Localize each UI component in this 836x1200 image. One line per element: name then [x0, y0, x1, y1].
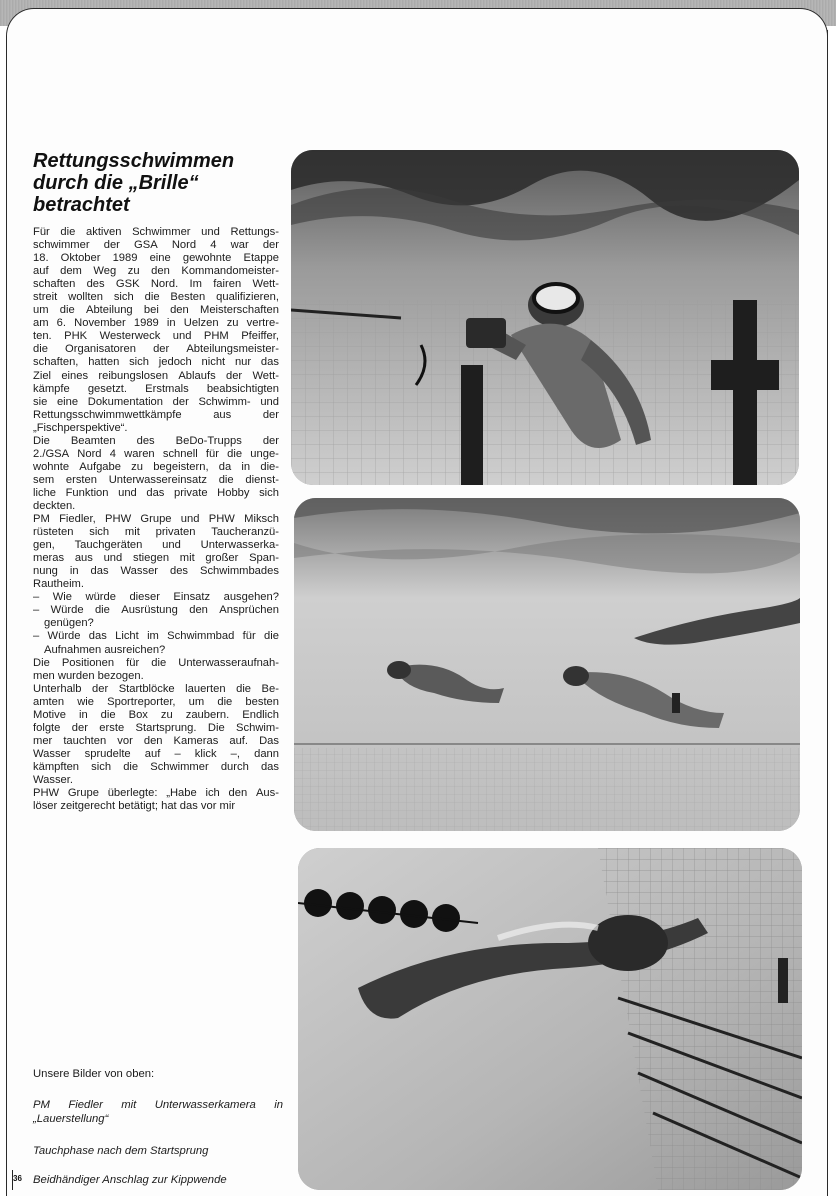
body-line: ten. PHK Westerweck und PHM Pfeiffer,	[33, 330, 279, 343]
headline-line: betrachtet	[33, 194, 130, 216]
body-line: nung in das Wasser des Schwimmbades	[33, 565, 279, 578]
body-line: – Würde die Ausrüstung den Ansprüchen	[33, 604, 279, 617]
page-frame-right-edge	[827, 30, 829, 1195]
body-line: Motive in die Box zu zaubern. Endlich	[33, 708, 279, 721]
caption-photo-1	[33, 1098, 283, 1126]
caption-line: „Lauerstellung“	[33, 1113, 109, 1125]
body-line: sie eine Dokumentation der Schwimm- und	[33, 395, 279, 408]
caption-photo-2: Tauchphase nach dem Startsprung	[33, 1145, 209, 1157]
body-line: Wasser sprudelte auf – klick –, dann	[33, 747, 279, 760]
turn-illustration	[298, 848, 802, 1190]
body-line: „Fischperspektive“.	[33, 421, 128, 434]
page-number: 36	[13, 1174, 22, 1183]
body-line: schaften, hatten sich jedoch nicht nur das	[33, 356, 279, 369]
article-body	[33, 226, 279, 813]
body-line: – Wie würde dieser Einsatz ausgehen?	[33, 591, 279, 604]
body-line: um die Abteilung bei den Meisterschaften	[33, 304, 279, 317]
body-line: folgte der erste Startsprung. Die Schwim-	[33, 721, 279, 734]
body-line: Die Positionen für die Unterwasseraufnah-	[33, 656, 279, 669]
captions-intro: Unsere Bilder von oben:	[33, 1068, 155, 1080]
body-line: mer tauchten vor den Kameras auf. Das	[33, 734, 279, 747]
body-line: schaften des GSK Nord. Im fairen Wett-	[33, 278, 279, 291]
body-line: löser zeitgerecht betätigt; hat das vor mir	[33, 800, 236, 813]
body-line: Aufnahmen ausreichen?	[44, 643, 166, 656]
body-line: kämpfe gesetzt. Erstmals beabsichtigten	[33, 382, 279, 395]
body-line: Ziel eines reibungslosen Ablaufs der Wett-	[33, 369, 279, 382]
body-line: men wurden bezogen.	[33, 669, 144, 682]
body-line: amten wie Sportreporter, um die besten	[33, 695, 279, 708]
body-line: 2./GSA Nord 4 waren schnell für die unge-	[33, 447, 279, 460]
body-line: schwimmer der GSA Nord 4 war der	[33, 239, 279, 252]
headline-line: durch die „Brille“	[33, 172, 199, 194]
underwater-swimmers-photo	[294, 498, 800, 831]
body-line: streit wollten sich die Besten qualifizieren,	[33, 291, 279, 304]
body-line: rüsteten sich mit privaten Taucheranzü-	[33, 526, 279, 539]
body-line: Rautheim.	[33, 578, 84, 591]
body-line: 18. Oktober 1989 eine gewohnte Etappe	[33, 252, 279, 265]
body-line: genügen?	[44, 617, 94, 630]
body-line: gen, Tauchgeräten und Unterwasserka-	[33, 539, 279, 552]
body-line: Rettungsschwimmwettkämpfe aus der	[33, 408, 279, 421]
body-line: kämpften sich die Schwimmer durch das	[33, 760, 279, 773]
caption-photo-3: Beidhändiger Anschlag zur Kippwende	[33, 1174, 227, 1186]
headline-line: Rettungsschwimmen	[33, 150, 235, 172]
body-line: Unterhalb der Startblöcke lauerten die Be-	[33, 682, 279, 695]
body-line: deckten.	[33, 499, 76, 512]
body-line: – Würde das Licht im Schwimmbad für die	[33, 630, 279, 643]
body-line: Für die aktiven Schwimmer und Rettungs-	[33, 226, 279, 238]
underwater-turn-photo	[298, 848, 802, 1190]
article-headline	[33, 150, 283, 216]
caption-line: PM Fiedler mit Unterwasserkamera in	[33, 1099, 283, 1111]
body-line: sem ersten Unterwassereinsatz die dienst-	[33, 473, 279, 486]
underwater-diver-photo	[291, 150, 799, 485]
body-line: Wasser.	[33, 773, 73, 786]
body-line: die Organisatoren der Abteilungsmeister-	[33, 343, 279, 356]
swimmers-illustration	[294, 498, 800, 831]
body-line: Die Beamten des BeDo-Trupps der	[33, 434, 279, 447]
body-line: PM Fiedler, PHW Grupe und PHW Miksch	[33, 513, 279, 526]
body-line: am 6. November 1989 in Uelzen zu vertre-	[33, 317, 279, 330]
body-line: wohnte Aufgabe zu begeistern, da in die-	[33, 460, 279, 473]
body-line: auf dem Weg zu den Kommandomeister-	[33, 265, 279, 278]
body-line: PHW Grupe überlegte: „Habe ich den Aus-	[33, 787, 279, 800]
body-line: meras aus und stiegen mit großer Span-	[33, 552, 279, 565]
diver-illustration	[291, 150, 799, 485]
body-line: liche Funktion und das private Hobby sich	[33, 486, 279, 499]
